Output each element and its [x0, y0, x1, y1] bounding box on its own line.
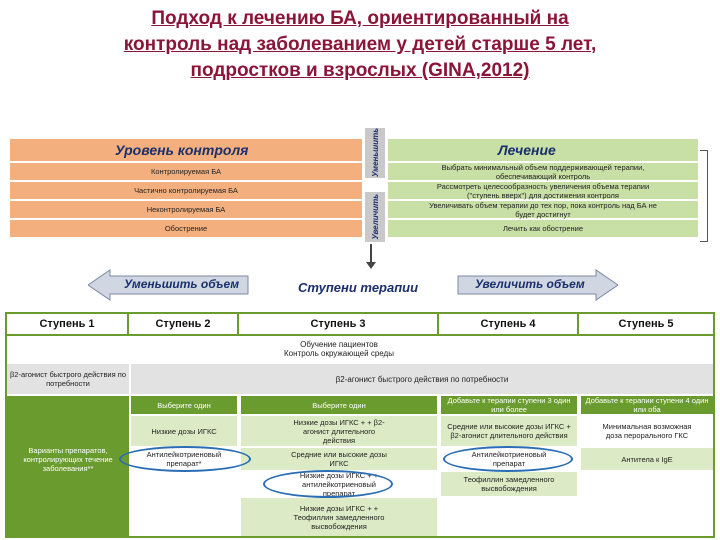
step3-option-3: Низкие дозы ИГКС + + антилейкотриеновый препарат [299, 470, 379, 498]
treatment-row-2: Рассмотреть целесообразность увеличения объема терапии ("ступень вверх") для достижения контроля [388, 182, 698, 199]
treatment-header: Лечение [498, 142, 556, 158]
decrease-volume-label: Уменьшить объем [124, 277, 240, 291]
control-row-4: Обострение [10, 220, 362, 237]
control-row-1: Контролируемая БА [10, 163, 362, 180]
control-row-2: Частично контролируемая БА [10, 182, 362, 199]
therapy-steps-label: Ступени терапии [298, 280, 419, 295]
step4-option-2: Антилейкотриеновый препарат [471, 450, 547, 468]
rescue-other-cell: β2-агонист быстрого действия по потребности [131, 364, 713, 394]
step3-option-4: Низкие дозы ИГКС + + Теофиллин замедленного высвобождения [241, 498, 437, 536]
decrease-label: Уменьшить [370, 128, 380, 178]
title-line-2: контроль над заболеванием у детей старше 5 лет, [123, 34, 597, 55]
step-5-header: Ступень 5 [618, 318, 674, 330]
treatment-row-1: Выбрать минимальный объем поддерживающей терапии, обеспечивающий контроль [388, 163, 698, 180]
highlight-oval-step3 [263, 470, 393, 498]
increase-volume-label: Увеличить объем [475, 277, 585, 291]
slide-title [0, 6, 720, 84]
treatment-header-bar [388, 139, 698, 161]
add-step5: Добавьте к терапии ступени 4 один или оба [581, 396, 713, 414]
treatment-row-4: Лечить как обострение [388, 220, 698, 237]
steps-table [5, 312, 715, 538]
feedback-line [700, 150, 708, 242]
step4-option-3: Теофиллин замедленного высвобождения [441, 472, 577, 496]
step-1-header: Ступень 1 [7, 314, 129, 334]
step-2-header: Ступень 2 [129, 314, 239, 334]
controller-label: Варианты препаратов, контролирующих течение заболевания** [23, 445, 113, 473]
treatment-row-3: Увеличивать объем терапии до тех пор, пока контроль над БА не будет достигнут [388, 201, 698, 218]
step3-option-2: Средние или высокие дозы ИГКС [241, 448, 437, 470]
control-treatment-diagram [10, 128, 710, 244]
connector-arrow [370, 244, 372, 264]
increase-arrow [365, 192, 385, 242]
decrease-arrow [365, 128, 385, 178]
increase-label: Увеличить [370, 194, 380, 240]
title-line-3: подростков и взрослых (GINA,2012) [190, 60, 530, 81]
control-header-bar [10, 139, 362, 161]
step2-option-2: Антилейкотриеновый препарат* [146, 450, 222, 468]
choose-one-step3: Выберите один [241, 396, 437, 414]
step5-option-1: Минимальная возможная доза перорального ГКС [602, 422, 692, 440]
step5-option-2: Антитела к IgE [581, 448, 713, 470]
education-row: Обучение пациентов Контроль окружающей среды [284, 340, 394, 358]
step-3-header: Ступень 3 [239, 314, 439, 334]
title-line-1: Подход к лечению БА, ориентированный на [151, 8, 569, 29]
control-header: Уровень контроля [115, 142, 249, 158]
rescue-step1-cell: β2-агонист быстрого действия по потребности [7, 364, 129, 394]
add-step4: Добавьте к терапии ступени 3 один или более [441, 396, 577, 414]
step-4-header: Ступень 4 [439, 314, 579, 334]
step2-option-1: Низкие дозы ИГКС [131, 416, 237, 446]
choose-one-step2: Выберите один [131, 396, 237, 414]
control-row-3: Неконтролируемая БА [10, 201, 362, 218]
highlight-oval-step4 [443, 446, 573, 472]
step4-option-1: Средние или высокие дозы ИГКС + β2-агонист длительного действия [441, 416, 577, 446]
step3-option-1: Низкие дозы ИГКС + + β2-агонист длительного действия [241, 416, 437, 446]
highlight-oval-step2 [119, 446, 251, 472]
